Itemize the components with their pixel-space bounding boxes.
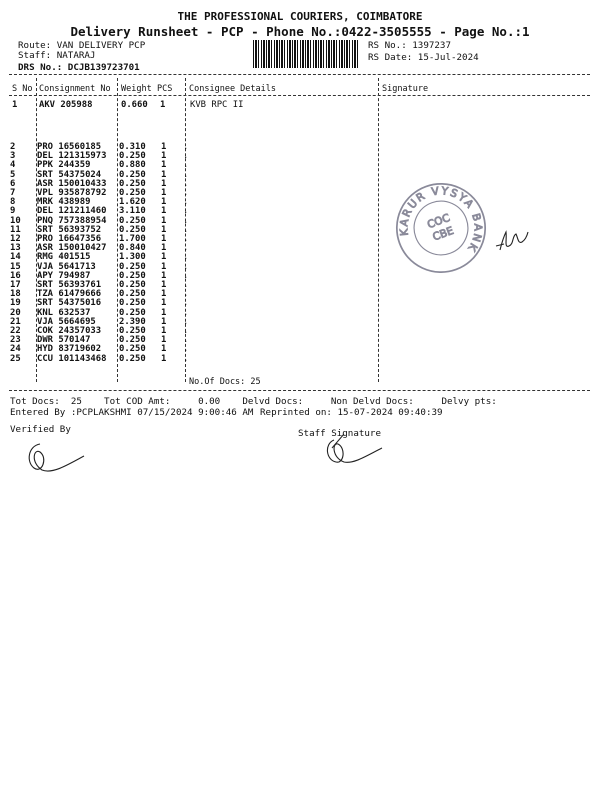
col-header-signature: Signature	[382, 84, 429, 94]
row-consignment-no: PPK 244359	[37, 160, 91, 171]
row-pcs: 1	[161, 224, 167, 235]
row-consignee: .	[183, 215, 189, 226]
row-consignment-no: PNQ 757388954	[37, 215, 107, 226]
row-consignee: .	[183, 234, 189, 245]
row-consignee: .	[183, 353, 189, 364]
row-weight: 1.300	[119, 252, 146, 263]
row-pcs: 1	[161, 353, 167, 364]
row-weight: 1.620	[119, 197, 146, 208]
col-sep-4	[378, 78, 379, 382]
route-label: Route: VAN DELIVERY PCP	[18, 40, 146, 51]
row-weight: 0.250	[119, 215, 146, 226]
row-pcs: 1	[161, 151, 167, 162]
stamp-line1: COC	[425, 211, 452, 232]
row-sno: 15	[10, 261, 21, 272]
row1-weight: 0.660	[121, 100, 148, 110]
row-weight: 0.250	[119, 151, 146, 162]
row-consignee: .	[183, 160, 189, 171]
row-consignment-no: ASR 150010433	[37, 178, 107, 189]
entered-by: Entered By :PCPLAKSHMI 07/15/2024 9:00:46 AM	[10, 407, 254, 418]
row-weight: 0.250	[119, 353, 146, 364]
stamp-ring-text: KARUR VYSYA BANK	[398, 185, 484, 255]
row-consignee: .	[183, 224, 189, 235]
row-consignee: .	[183, 280, 189, 291]
row-pcs: 1	[161, 215, 167, 226]
row-sno: 12	[10, 234, 21, 245]
company-name: THE PROFESSIONAL COURIERS, COIMBATORE	[177, 10, 423, 23]
row-consignee: .	[183, 316, 189, 327]
row-pcs: 1	[161, 280, 167, 291]
col-header-consignment: Consignment No	[39, 84, 111, 94]
row-weight: 0.840	[119, 243, 146, 254]
row-pcs: 1	[161, 169, 167, 180]
row1-consignee: KVB RPC II	[190, 100, 244, 110]
row-consignment-no: PRO 16560185	[37, 142, 102, 152]
bank-stamp	[393, 180, 489, 276]
row-sno: 21	[10, 316, 21, 327]
row-consignee: .	[183, 335, 189, 346]
staff-signature-icon	[322, 430, 392, 470]
row-consignment-no: MRK 438989	[37, 197, 91, 208]
row-consignee: .	[183, 298, 189, 309]
row-pcs: 1	[161, 243, 167, 254]
row-pcs: 1	[161, 178, 167, 189]
consignment-table	[10, 143, 223, 364]
row-weight: 2.390	[119, 316, 146, 327]
row-consignee: .	[183, 243, 189, 254]
row-sno: 14	[10, 252, 21, 263]
row-weight: 0.250	[119, 280, 146, 291]
row-weight: 0.250	[119, 307, 146, 318]
stamp-line2: CBE	[431, 224, 456, 244]
header-divider	[9, 74, 590, 75]
row-weight: 3.110	[119, 206, 146, 217]
row-consignment-no: VJA 5641713	[37, 261, 96, 272]
row-sno: 18	[10, 289, 21, 300]
row-consignee: .	[183, 326, 189, 337]
rs-number: RS No.: 1397237	[368, 40, 451, 51]
row-consignee: .	[183, 307, 189, 318]
row-consignment-no: PRO 16647356	[37, 234, 102, 245]
row-pcs: 1	[161, 307, 167, 318]
row-consignment-no: COK 24357033	[37, 326, 102, 337]
row-consignment-no: KNL 632537	[37, 307, 91, 318]
row-sno: 7	[10, 188, 16, 199]
row-pcs: 1	[161, 298, 167, 309]
row-consignee: .	[183, 270, 189, 281]
row-pcs: 1	[161, 252, 167, 263]
row-sno: 19	[10, 298, 21, 309]
row-sno: 6	[10, 178, 16, 189]
reprinted-on: Reprinted on: 15-07-2024 09:40:39	[260, 407, 443, 418]
col-header-consignee: Consignee Details	[189, 84, 276, 94]
row-sno: 10	[10, 215, 21, 226]
row-weight: 0.250	[119, 178, 146, 189]
col-header-pcs: PCS	[157, 84, 173, 94]
row-sno: 9	[10, 206, 16, 217]
row-sno: 17	[10, 280, 21, 291]
drs-number: DRS No.: DCJB139723701	[18, 62, 140, 73]
row-weight: 0.310	[119, 142, 146, 152]
row-pcs: 1	[161, 142, 167, 152]
row-sno: 22	[10, 326, 21, 337]
verified-signature-icon	[22, 438, 92, 478]
row1-sno: 1	[12, 100, 18, 110]
row-consignment-no: VPL 935878792	[37, 188, 107, 199]
row-consignee: .	[183, 178, 189, 189]
row-consignment-no: SRT 54375016	[37, 298, 102, 309]
row-consignment-no: SRT 56393761	[37, 280, 102, 291]
row-weight: 0.250	[119, 188, 146, 199]
row-weight: 0.250	[119, 298, 146, 309]
row-consignment-no: VJA 5664695	[37, 316, 96, 327]
row-pcs: 1	[161, 270, 167, 281]
row-consignment-no: RMG 401515	[37, 252, 91, 263]
row-consignment-no: ASR 150010427	[37, 243, 107, 254]
column-header-divider	[9, 95, 590, 96]
row-pcs: 1	[161, 261, 167, 272]
row-sno: 20	[10, 307, 21, 318]
row1-consignment: AKV 205988	[39, 100, 93, 110]
row-sno: 3	[10, 151, 16, 162]
receiver-signature-icon	[494, 222, 530, 256]
row-consignment-no: APY 794987	[37, 270, 91, 281]
row-weight: 0.250	[119, 261, 146, 272]
runsheet-title: Delivery Runsheet - PCP - Phone No.:0422-3505555 - Page No.:1	[70, 24, 530, 39]
row-consignment-no: TZA 61479666	[37, 289, 102, 300]
row-sno: 25	[10, 353, 21, 364]
row-sno: 13	[10, 243, 21, 254]
row-consignee: .	[183, 169, 189, 180]
row-sno: 5	[10, 169, 16, 180]
row-consignee: .	[183, 197, 189, 208]
no-of-docs: No.Of Docs: 25	[189, 377, 261, 387]
row-consignment-no: DEL 121315973	[37, 151, 107, 162]
staff-signature-label: Staff Signature	[298, 428, 381, 439]
row-weight: 0.880	[119, 160, 146, 171]
row-weight: 0.250	[119, 289, 146, 300]
row-weight: 0.250	[119, 169, 146, 180]
row-pcs: 1	[161, 234, 167, 245]
totals-line: Tot Docs: 25 Tot COD Amt: 0.00 Delvd Docs: Non Delvd Docs: Delvy pts:	[10, 396, 497, 407]
row-sno: 8	[10, 197, 16, 208]
row-consignment-no: HYD 83719602	[37, 344, 102, 355]
table-row	[10, 355, 223, 364]
row-sno: 16	[10, 270, 21, 281]
row-consignee: .	[183, 261, 189, 272]
row-pcs: 1	[161, 335, 167, 346]
row-pcs: 1	[161, 206, 167, 217]
row-consignment-no: DWR 570147	[37, 335, 91, 346]
row-consignment-no: SRT 54375024	[37, 169, 102, 180]
row-sno: 2	[10, 142, 16, 152]
verified-by-label: Verified By	[10, 424, 71, 435]
row-weight: 0.250	[119, 326, 146, 337]
row-consignment-no: CCU 101143468	[37, 353, 107, 364]
row-sno: 4	[10, 160, 16, 171]
row-weight: 1.700	[119, 234, 146, 245]
col-header-weight: Weight	[121, 84, 152, 94]
row-consignee: .	[183, 151, 189, 162]
row-consignee: .	[183, 344, 189, 355]
footer-divider	[9, 390, 590, 391]
col-header-sno: S No	[12, 84, 33, 94]
row-consignee: .	[183, 188, 189, 199]
row-consignee: .	[183, 206, 189, 217]
row-weight: 0.250	[119, 224, 146, 235]
row-pcs: 1	[161, 326, 167, 337]
row-sno: 24	[10, 344, 21, 355]
row-pcs: 1	[161, 160, 167, 171]
row-consignee: .	[183, 289, 189, 300]
row-weight: 0.250	[119, 344, 146, 355]
row-consignee: .	[183, 252, 189, 263]
row-consignment-no: SRT 56393752	[37, 224, 102, 235]
row-weight: 0.250	[119, 335, 146, 346]
staff-label: Staff: NATARAJ	[18, 50, 96, 61]
row-pcs: 1	[161, 344, 167, 355]
row-pcs: 1	[161, 289, 167, 300]
row-weight: 0.250	[119, 270, 146, 281]
rs-date: RS Date: 15-Jul-2024	[368, 52, 479, 63]
row-sno: 23	[10, 335, 21, 346]
row-pcs: 1	[161, 188, 167, 199]
row-sno: 11	[10, 224, 21, 235]
row1-pcs: 1	[160, 100, 166, 110]
row-consignment-no: DEL 121211460	[37, 206, 107, 217]
barcode	[253, 40, 359, 68]
row-consignee: .	[183, 142, 189, 152]
row-pcs: 1	[161, 197, 167, 208]
row-pcs: 1	[161, 316, 167, 327]
